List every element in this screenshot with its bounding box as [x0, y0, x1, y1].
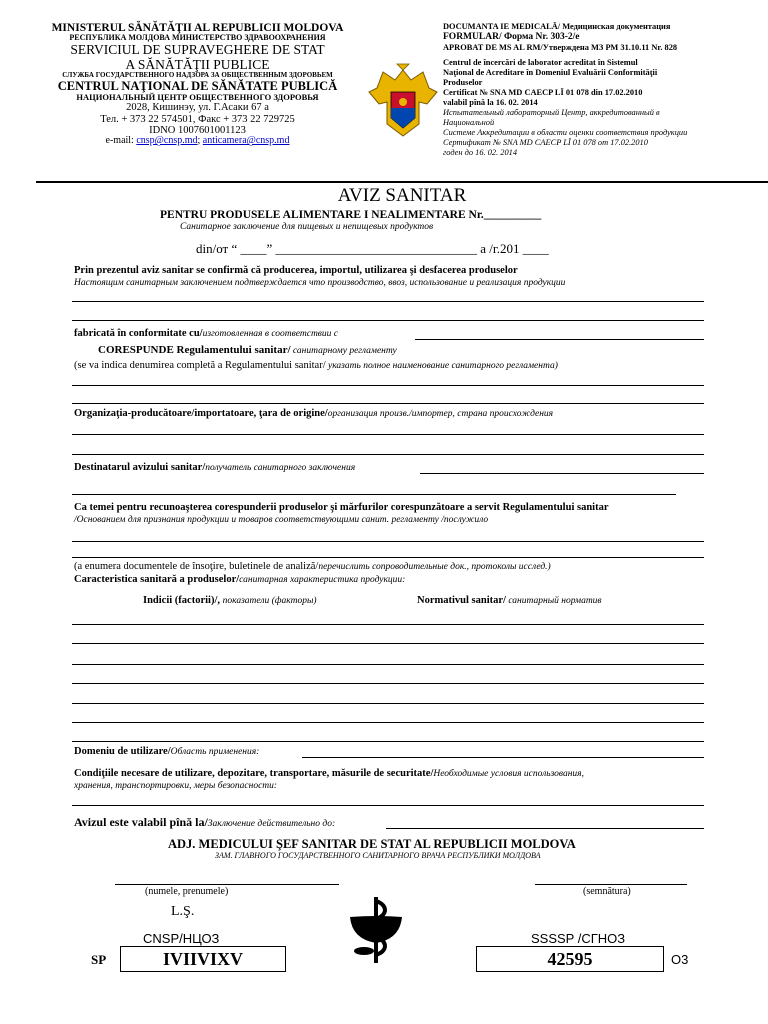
- signatory-title-ru: ЗАМ. ГЛАВНОГО ГОСУДАРСТВЕННОГО САНИТАРНОГО ВРАЧА РЕСПУБЛИКИ МОЛДОВА: [215, 851, 541, 860]
- form-info-block: [443, 22, 743, 158]
- series-prefix: SP: [91, 952, 107, 967]
- email-link-anticamera[interactable]: anticamera@cnsp.md: [202, 135, 290, 147]
- usage-domain-label: Domeniu de utilizare/Область применения:: [74, 746, 260, 757]
- lab-accreditation-2: Naţional de Acreditare în Domeniul Evaluării Conformităţii: [443, 67, 658, 77]
- field-line: [72, 301, 704, 302]
- validity-label: Avizul este valabil pînă la/Заключение действительно до:: [74, 815, 336, 829]
- conditions-label: Condiţiile necesare de utilizare, depozitare, transportare, măsurile de securitate/Необходимые условия использования,: [74, 768, 584, 779]
- stamp-place-label: L.Ş.: [171, 904, 195, 919]
- document-subtitle-ru: Санитарное заключение для пищевых и непищевых продуктов: [180, 222, 434, 232]
- address: 2028, Кишинэу, ул. Г.Асаки 67 а: [126, 102, 269, 114]
- characteristics-row-line[interactable]: [72, 664, 704, 665]
- document-title: AVIZ SANITAR: [337, 185, 467, 206]
- name-caption: (numele, prenumele): [145, 886, 229, 897]
- norm-column-header: Normativul sanitar/ санитарный норматив: [417, 595, 602, 606]
- series-box: IVIIVIXV: [120, 946, 286, 972]
- field-line[interactable]: [72, 403, 704, 404]
- basis-field[interactable]: [72, 557, 704, 558]
- lab-certificate-validity: valabil pînă la 16. 02. 2014: [443, 97, 538, 107]
- form-approval: APROBAT DE MS AL RM/Утверждена МЗ РМ 31.10.11 Nr. 828: [443, 43, 678, 53]
- characteristics-row-line[interactable]: [72, 703, 704, 704]
- lab-accreditation-ru-3: Системе Аккредитации в области оценки соответствия продукции: [443, 128, 688, 138]
- ssssp-label: SSSSP /СГНОЗ: [531, 931, 626, 946]
- characteristics-row-line[interactable]: [72, 722, 704, 723]
- producer-field[interactable]: [72, 434, 704, 435]
- lab-accreditation-3: Produselor: [443, 77, 483, 87]
- center-name-ru: НАЦИОНАЛЬНЫЙ ЦЕНТР ОБЩЕСТВЕННОГО ЗДОРОВЬЯ: [76, 92, 319, 103]
- lab-accreditation-ru-2: Национальной: [443, 118, 495, 128]
- bowl-of-hygieia-icon: [344, 895, 408, 965]
- characteristics-row-line[interactable]: [72, 643, 704, 644]
- field-line[interactable]: [72, 385, 704, 386]
- email-link-cnsp[interactable]: cnsp@cnsp.md: [136, 135, 198, 147]
- conformity-label: fabricată în conformitate cu/изготовленная в соответствии с: [74, 328, 339, 339]
- ministry-name-ru: РЕСПУБЛИКА МОЛДОВА МИНИСТЕРСТВО ЗДРАВООХРАНЕНИЯ: [69, 33, 326, 43]
- service-name: SERVICIUL DE SUPRAVEGHERE DE STAT: [70, 42, 325, 58]
- characteristics-row-line[interactable]: [72, 624, 704, 625]
- field-line: [72, 320, 704, 321]
- lab-certificate-ru: Сертификат № SNA MD CAECP LÎ 01 078 от 17.02.2010: [443, 138, 648, 148]
- phone-fax: Тел. + 373 22 574501, Факс + 373 22 729725: [100, 113, 295, 125]
- basis-text: Ca temei pentru recunoaşterea corespunderii produselor şi mărfurilor corespunzătoare a servit Regulamentului sanitar: [74, 502, 609, 513]
- confirmation-text-ru: Настоящим санитарным заключением подтверждается что производство, ввоз, использование и реализация продукции: [74, 278, 566, 288]
- service-name-ru: СЛУЖБА ГОСУДАРСТВЕННОГО НАДЗОРА ЗА ОБЩЕСТВЕННЫМ ЗДОРОВЬЕМ: [62, 71, 333, 80]
- recipient-label: Destinatarul avizului sanitar/получатель санитарного заключения: [74, 462, 356, 473]
- basis-text-ru: /Основанием для признания продукции и товаров соответствующими санит. регламенту /послужило: [74, 515, 489, 525]
- usage-domain-field[interactable]: [302, 757, 704, 758]
- producer-label: Organizaţia-producătoare/importatoare, ţara de origine/организация произв./импортер, страна происхождения: [74, 408, 554, 419]
- indicators-column-header: Indicii (factorii)/, показатели (факторы): [143, 595, 317, 606]
- lab-certificate-validity-ru: годен до 16. 02. 2014: [443, 148, 518, 158]
- recipient-field[interactable]: [72, 494, 676, 495]
- basis-field[interactable]: [72, 541, 704, 542]
- signature-field[interactable]: [535, 884, 687, 885]
- characteristics-row-line[interactable]: [72, 683, 704, 684]
- lab-certificate: Certificat № SNA MD CAECP LÎ 01 078 din 17.02.2010: [443, 87, 643, 97]
- signature-caption: (semnătura): [583, 886, 631, 897]
- recipient-field[interactable]: [420, 473, 704, 474]
- document-subtitle: PENTRU PRODUSELE ALIMENTARE I NEALIMENTARE Nr.__________: [160, 209, 542, 221]
- regulation-hint: (se va indica denumirea completă a Regulamentului sanitar/ указать полное наименование санитарного регламента): [74, 360, 558, 371]
- form-number: FORMULAR/ Форма Nr. 303-2/e: [443, 32, 580, 43]
- confirmation-text: Prin prezentul aviz sanitar se confirmă că producerea, importul, utilizarea şi desfacerea produselor: [74, 265, 518, 276]
- conditions-field[interactable]: [72, 805, 704, 806]
- conformity-field[interactable]: [415, 339, 704, 340]
- service-name-2: A SĂNĂTĂŢII PUBLICE: [125, 56, 270, 72]
- coat-of-arms-icon: [367, 62, 439, 144]
- o3-label: O3: [671, 952, 689, 967]
- center-name: CENTRUL NAŢIONAL DE SĂNĂTATE PUBLICĂ: [57, 78, 338, 93]
- documents-hint: (a enumera documentele de însoţire, buletinele de analiză/перечислить сопроводительные док., протоколы исслед.): [74, 561, 551, 572]
- signatory-title: ADJ. MEDICULUI ŞEF SANITAR DE STAT AL REPUBLICII MOLDOVA: [168, 837, 576, 851]
- ministry-name: MINISTERUL SĂNĂTĂŢII AL REPUBLICII MOLDOVA: [51, 22, 344, 34]
- corespunde-label: CORESPUNDE Regulamentului sanitar/ санитарному регламенту: [98, 344, 397, 356]
- form-doc-type: DOCUMANTA IE MEDICALĂ/ Медицинская документация: [443, 22, 671, 31]
- number-box: 42595: [476, 946, 664, 972]
- email-line: e-mail: cnsp@cnsp.md; anticamera@cnsp.md: [105, 135, 290, 147]
- header-divider: [36, 181, 768, 183]
- producer-field[interactable]: [72, 454, 704, 455]
- lab-accreditation-1: Centrul de încercări de laborator acreditat în Sistemul: [443, 57, 638, 67]
- characteristics-row-line[interactable]: [72, 741, 704, 742]
- idno: IDNO 1007601001123: [149, 125, 246, 137]
- conditions-label-ru: хранения, транспортировки, меры безопасности:: [74, 781, 278, 791]
- cnsp-label: CNSP/НЦОЗ: [143, 931, 220, 946]
- name-field[interactable]: [115, 884, 339, 885]
- sanitary-characteristic-label: Caracteristica sanitară a produselor/санитарная характеристика продукции:: [74, 574, 406, 585]
- issuer-block: [30, 22, 365, 147]
- lab-accreditation-ru-1: Испытательный лабораторный Центр, аккредитованный в: [443, 107, 660, 117]
- validity-field[interactable]: [386, 828, 704, 829]
- issue-date-line: din/от “ ____” _______________________________ a /г.201 ____: [196, 241, 549, 256]
